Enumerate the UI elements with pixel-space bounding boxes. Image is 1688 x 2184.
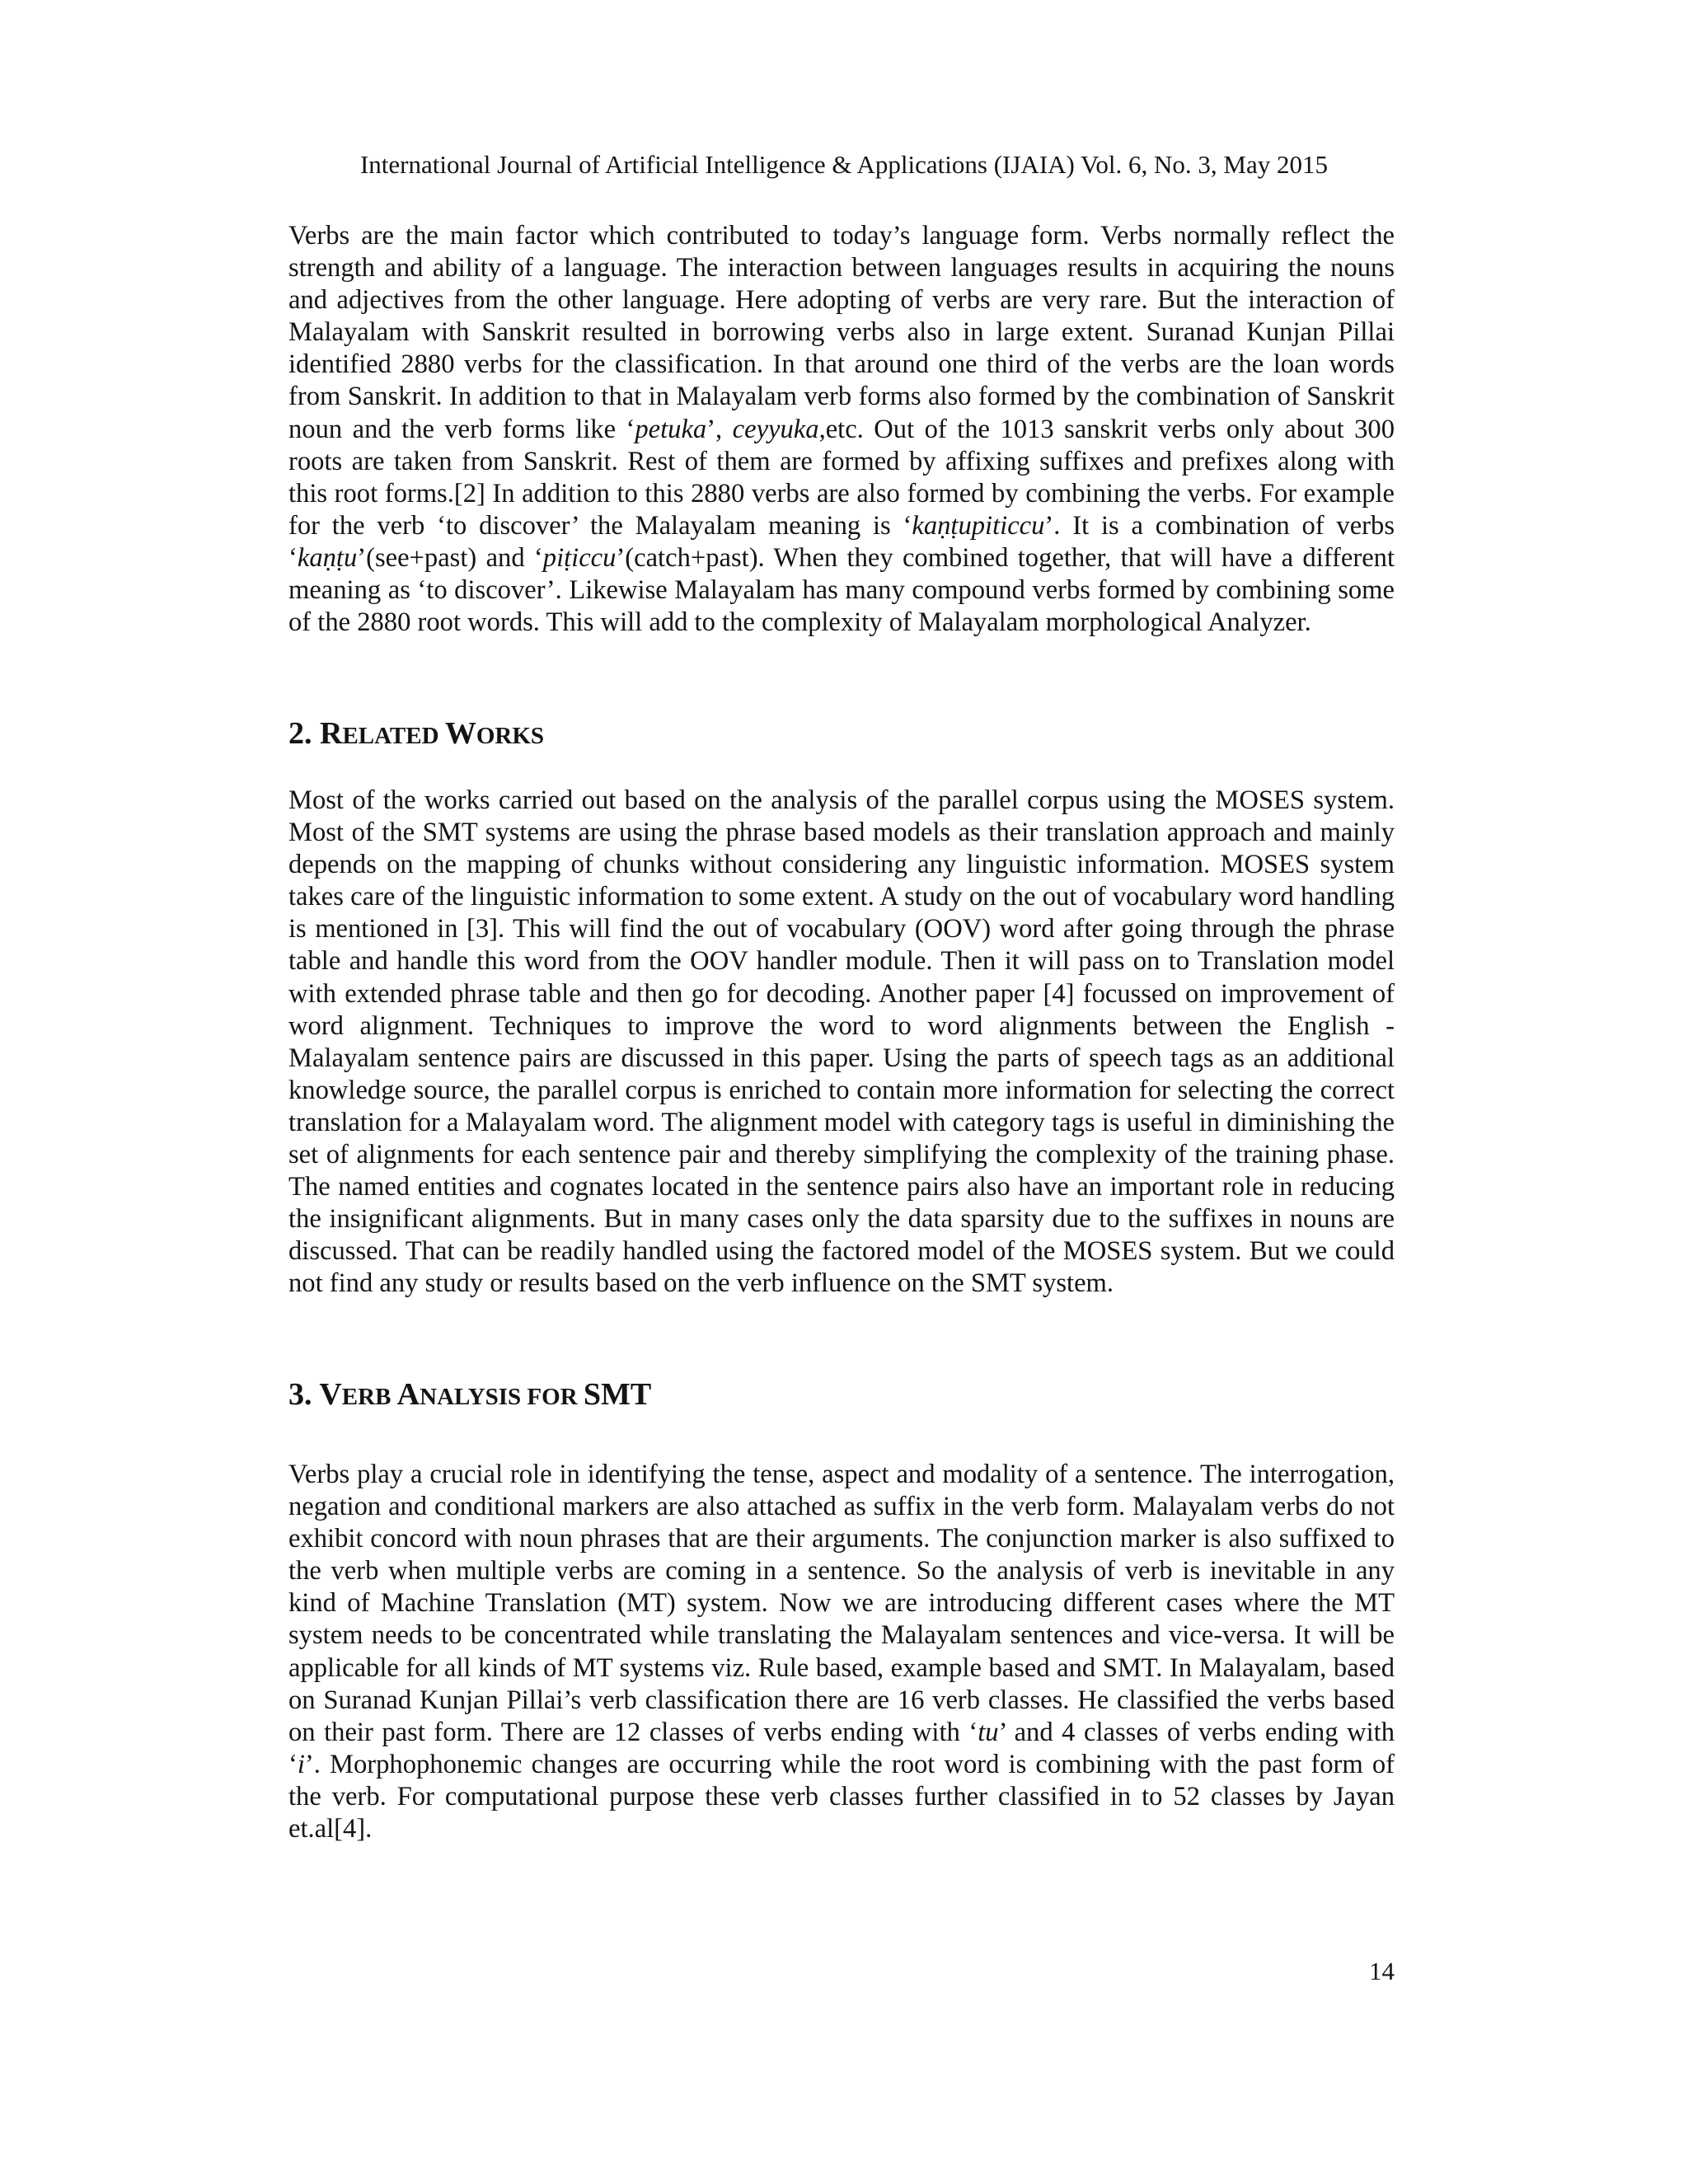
paragraph-related-works: Most of the works carried out based on the analysis of the parallel corpus using the MOSES system. Most of the SMT systems are using the phrase based models as their translation approach and mainly depends on the mapping of chunks without considering any linguistic information. MOSES system takes care of the linguistic information to some extent. A study on the out of vocabulary word handling is mentioned in [3]. This will find the out of vocabulary (OOV) word after going through the phrase table and handle this word from the OOV handler module. Then it will pass on to Translation model with extended phrase table and then go for decoding. Another paper [4] focussed on improvement of word alignment. Techniques to improve the word to word alignments between the English - Malayalam sentence pairs are discussed in this paper. Using the parts of speech tags as an additional knowledge source, the parallel corpus is enriched to contain more information for selecting the correct translation for a Malayalam word. The alignment model with category tags is useful in diminishing the set of alignments for each sentence pair and thereby simplifying the complexity of the training phase. The named entities and cognates located in the sentence pairs also have an important role in reducing the insignificant alignments. But in many cases only the data sparsity due to the suffixes in nouns are discussed. That can be readily handled using the factored model of the MOSES system. But we could not find any study or results based on the verb influence on the SMT system. — [288, 785, 1395, 1299]
italic-term: tu — [978, 1717, 999, 1747]
page-number: 14 — [1369, 1957, 1395, 1985]
heading-smallcaps: ORKS — [476, 723, 544, 749]
heading-cap: A — [396, 1377, 420, 1412]
text-run: ’(catch+past). When they combined together, that will have a different meaning as ‘to discover’. Likewise Malayalam has many compound verbs formed by combining some of the 2880 root words. This will add to the complexity of Malayalam morphological Analyzer. — [288, 542, 1395, 638]
heading-smallcaps: ELATED — [342, 723, 445, 749]
heading-smallcaps: NALYSIS FOR — [420, 1384, 584, 1410]
text-run: ,etc. Out of the 1013 sanskrit verbs only about 300 roots are taken from Sanskrit. Rest of them are formed by affixing suffixes and prefixes along with this root forms.[2] In addition to this 2880 verbs are also formed by combining the verbs. For example for the verb ‘to discover’ the Malayalam meaning is ‘ — [288, 414, 1395, 541]
section-heading-verb-analysis — [288, 1375, 651, 1417]
text-run: ’ and 4 classes of verbs ending with ‘ — [288, 1717, 1395, 1779]
section-number: 3. — [288, 1377, 320, 1412]
running-head: International Journal of Artificial Intelligence & Applications (IJAIA) Vol. 6, No. 3, May 2015 — [359, 150, 1329, 179]
italic-term: kaṇṭupiticcu — [912, 510, 1045, 541]
italic-term: petuka — [635, 414, 707, 444]
paragraph-verb-analysis — [288, 1459, 1395, 1845]
heading-cap: SMT — [583, 1377, 652, 1412]
text-run: ’. Morphophonemic changes are occurring while the root word is combining with the past form of the verb. For computational purpose these verb classes further classified in to 52 classes by Jayan et.al[4]. — [288, 1749, 1395, 1844]
section-number: 2. — [288, 716, 320, 751]
text-run: ’(see+past) and ‘ — [357, 542, 543, 573]
italic-term: kaṇṭu — [297, 542, 358, 573]
italic-term: ceyyuka — [732, 414, 819, 444]
heading-smallcaps: ERB — [341, 1384, 397, 1410]
text-run: ’, — [706, 414, 733, 444]
text-run: ’. It is a combination of verbs ‘ — [288, 510, 1395, 573]
heading-cap: W — [444, 716, 476, 751]
paragraph-verbs-intro — [288, 220, 1395, 639]
italic-term: i — [297, 1749, 305, 1779]
text-run: Verbs play a crucial role in identifying the tense, aspect and modality of a sentence. The interrogation, negation and conditional markers are also attached as suffix in the verb form. Malayalam verbs do not exhibit concord with noun phrases that are their arguments. The conjunction marker is also suffixed to the verb when multiple verbs are coming in a sentence. So the analysis of verb is inevitable in any kind of Machine Translation (MT) system. Now we are introducing different cases where the MT system needs to be concentrated while translating the Malayalam sentences and vice-versa. It will be applicable for all kinds of MT systems viz. Rule based, example based and SMT. In Malayalam, based on Suranad Kunjan Pillai’s verb classification there are 16 verb classes. He classified the verbs based on their past form. There are 12 classes of verbs ending with ‘ — [288, 1460, 1395, 1747]
heading-cap: V — [319, 1377, 342, 1412]
section-heading-related-works — [288, 714, 544, 756]
italic-term: piṭiccu — [542, 542, 617, 573]
text-run: Verbs are the main factor which contributed to today’s language form. Verbs normally reflect the strength and ability of a language. The interaction between languages results in acquiring the nouns and adjectives from the other language. Here adopting of verbs are very rare. But the interaction of Malayalam with Sanskrit resulted in borrowing verbs also in large extent. Suranad Kunjan Pillai identified 2880 verbs for the classification. In that around one third of the verbs are the loan words from Sanskrit. In addition to that in Malayalam verb forms also formed by the combination of Sanskrit noun and the verb forms like ‘ — [288, 221, 1395, 444]
heading-cap: R — [320, 716, 343, 751]
